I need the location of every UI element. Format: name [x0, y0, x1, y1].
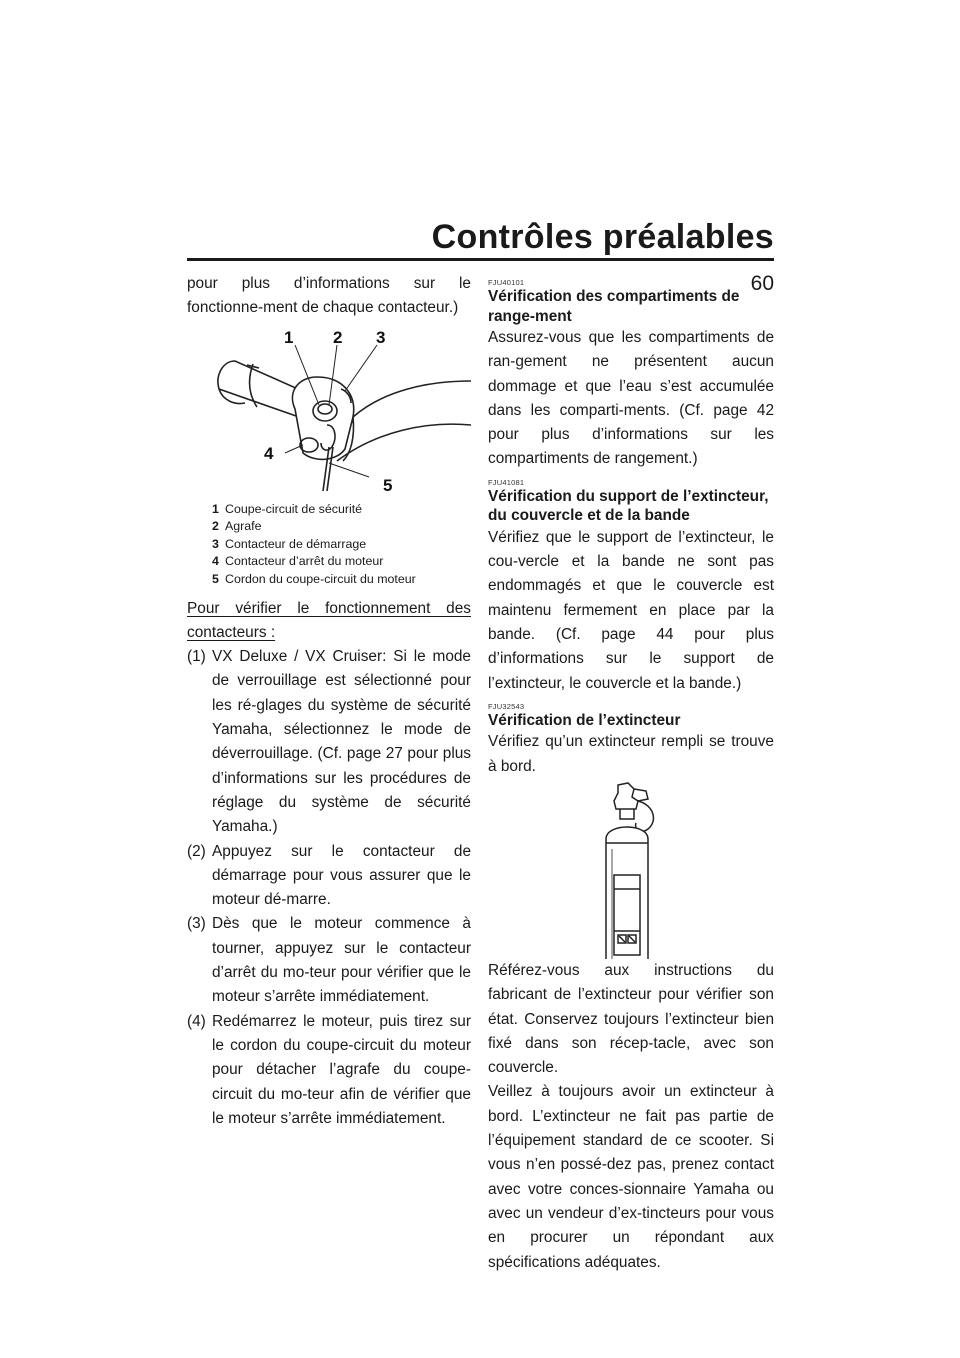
- left-column: [187, 272, 471, 1131]
- fire-extinguisher-drawing: [488, 779, 774, 959]
- handlebar-switch-illustration: [187, 321, 471, 497]
- section-body-storage: Assurez-vous que les compartiments de ran-gement ne présentent aucun dommage et que l’eau s’est accumulée dans les comparti-ments. (Cf. page 42 pour plus d’informations sur les compartiments de rangement.): [488, 329, 774, 468]
- section-body-extinguisher-holder: Vérifiez que le support de l’extincteur, le cou-vercle et la bande ne sont pas endommagés et que le couvercle est maintenu fermement en place par la bande. (Cf. page 44 pour plus d’informations sur le support de l’extincteur, le couvercle et la bande.): [488, 528, 774, 692]
- right-column: [488, 272, 774, 1275]
- check-heading-line-2: contacteurs :: [187, 623, 276, 641]
- callout-5: 5: [383, 475, 393, 495]
- callout-2: 2: [333, 327, 343, 347]
- figure-caption-list: [212, 501, 471, 589]
- callout-3: 3: [376, 327, 386, 347]
- step-item: (4) Redémarrez le moteur, puis tirez sur le cordon du coupe-circuit du moteur pour détacher l’agrafe du coupe-circuit du mo-teur afin de vérifier que le moteur s’arrête immédiatement.: [187, 1012, 471, 1127]
- page-number: 60: [750, 272, 774, 295]
- check-steps-list: [187, 645, 471, 1131]
- section-title-extinguisher-holder: Vérification du support de l’extincteur, du couvercle et de la bande: [488, 487, 769, 525]
- section-code: FJU41081: [488, 477, 525, 487]
- after-figure-paragraph-1: Référez-vous aux instructions du fabricant de l’extincteur pour vérifier son état. Conservez toujours l’extincteur bien fixé dans son récep-tacle, avec son couvercle.: [488, 961, 774, 1077]
- callout-4: 4: [264, 443, 274, 463]
- step-item: (1) VX Deluxe / VX Cruiser: Si le mode de verrouillage est sélectionné pour les ré-glages du système de sécurité Yamaha, sélectionnez le mode de déverrouillage. (Cf. page 27 pour plus d’informations sur les procédures de réglage du système de sécurité Yamaha.): [187, 648, 471, 836]
- section-title-extinguisher: Vérification de l’extincteur: [488, 711, 681, 729]
- section-body-extinguisher: Vérifiez qu’un extincteur rempli se trouve à bord.: [488, 733, 774, 775]
- step-item: (2) Appuyez sur le contacteur de démarrage pour vous assurer que le moteur dé-marre.: [187, 842, 471, 909]
- callout-1: 1: [284, 327, 294, 347]
- caption-item: 3 Contacteur de démarrage: [212, 536, 367, 551]
- check-heading-line-1: Pour vérifier le fonctionnement des: [187, 599, 471, 617]
- fire-extinguisher-illustration: [488, 779, 774, 959]
- intro-paragraph: pour plus d’informations sur le fonctionne-ment de chaque contacteur.): [187, 275, 471, 317]
- caption-item: 1 Coupe-circuit de sécurité: [212, 501, 363, 516]
- caption-item: 2 Agrafe: [212, 519, 262, 534]
- section-code: FJU32543: [488, 701, 525, 711]
- caption-item: 4 Contacteur d’arrêt du moteur: [212, 554, 384, 569]
- handlebar-switch-drawing: [187, 321, 471, 497]
- header-rule: [187, 258, 774, 261]
- section-code: FJU40101: [488, 278, 525, 287]
- section-title-storage: Vérification des compartiments de range-ment: [488, 288, 740, 325]
- step-item: (3) Dès que le moteur commence à tourner, appuyez sur le contacteur d’arrêt du mo-teur pour vérifier que le moteur s’arrête immédiatement.: [187, 915, 471, 1006]
- after-figure-paragraph-2: Veillez à toujours avoir un extincteur à bord. L’extincteur ne fait pas partie de l’équipement standard de ce scooter. Si vous n’en possé-dez pas, prenez contact avec votre conces-sionnaire Yamaha ou avec un vendeur d’ex-tincteurs pour vous en procurer un répondant aux spécifications adéquates.: [488, 1083, 774, 1271]
- caption-item: 5 Cordon du coupe-circuit du moteur: [212, 571, 416, 586]
- page-title: Contrôles préalables: [431, 218, 774, 256]
